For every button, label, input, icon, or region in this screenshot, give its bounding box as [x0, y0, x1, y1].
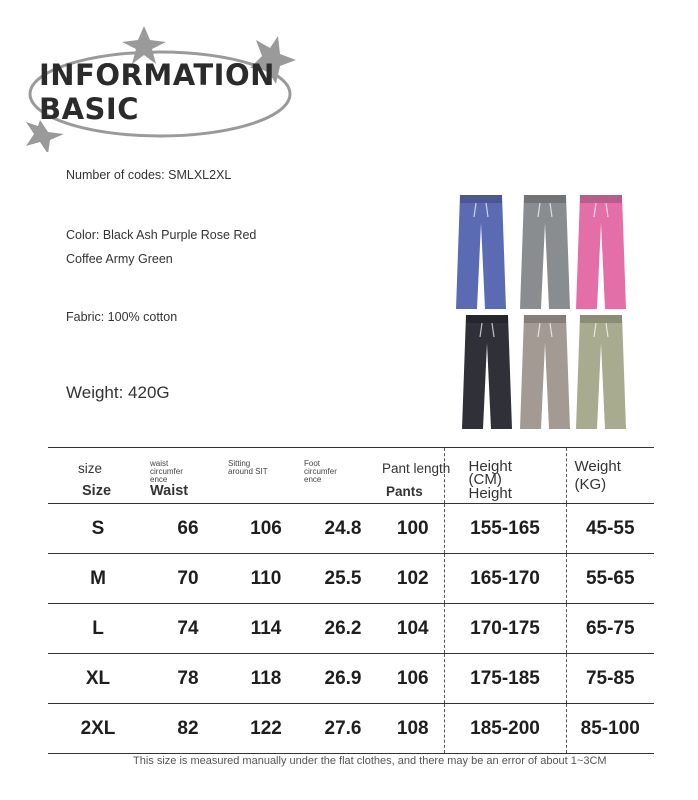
- cell-waist: 74: [148, 604, 228, 654]
- cell-pant-length: 104: [382, 604, 444, 654]
- cell-foot: 26.9: [304, 654, 382, 704]
- cell-foot: 26.2: [304, 604, 382, 654]
- header-waist-bottom: Waist: [150, 483, 189, 499]
- header-waist: [148, 448, 228, 504]
- cell-size: L: [48, 604, 148, 654]
- cell-size: S: [48, 504, 148, 554]
- color-text-line1: Color: Black Ash Purple Rose Red: [66, 228, 257, 242]
- table-row: [48, 654, 654, 704]
- header-size-top: size: [78, 461, 103, 476]
- cell-pant-length: 106: [382, 654, 444, 704]
- cell-sitting: 106: [228, 504, 304, 554]
- cell-foot: 25.5: [304, 554, 382, 604]
- cell-height: 185-200: [444, 704, 566, 754]
- cell-sitting: 114: [228, 604, 304, 654]
- cell-height: 155-165: [444, 504, 566, 554]
- cell-sitting: 122: [228, 704, 304, 754]
- cell-weight: 45-55: [566, 504, 654, 554]
- cell-height: 165-170: [444, 554, 566, 604]
- pants-swatch: [572, 313, 630, 431]
- header-weight-top: Weight: [574, 458, 621, 475]
- table-row: [48, 554, 654, 604]
- header-foot-text: Foot circumfer ence: [304, 459, 337, 484]
- size-table-body: [48, 504, 654, 754]
- header-height: [444, 448, 566, 504]
- color-text-line2: Coffee Army Green: [66, 252, 173, 266]
- codes-text: Number of codes: SMLXL2XL: [66, 168, 232, 182]
- size-table-header: [48, 448, 654, 504]
- cell-size: M: [48, 554, 148, 604]
- header-height-top: Height: [468, 458, 512, 475]
- cell-pant-length: 108: [382, 704, 444, 754]
- header-sitting: [228, 448, 304, 504]
- header-pant: [382, 448, 451, 504]
- pants-swatch: [516, 313, 574, 431]
- cell-waist: 66: [148, 504, 228, 554]
- table-row: [48, 704, 654, 754]
- cell-waist: 78: [148, 654, 228, 704]
- cell-pant-length: 100: [382, 504, 444, 554]
- cell-sitting: 110: [228, 554, 304, 604]
- info-logo: [20, 22, 320, 152]
- pants-swatch: [452, 193, 510, 311]
- cell-weight: 85-100: [566, 704, 654, 754]
- cell-waist: 70: [148, 554, 228, 604]
- header-pant-top: Pant length: [382, 461, 451, 476]
- size-table: [48, 447, 654, 754]
- cell-size: 2XL: [48, 704, 148, 754]
- cell-weight: 75-85: [566, 654, 654, 704]
- cell-sitting: 118: [228, 654, 304, 704]
- header-sitting-text: Sitting around SIT: [228, 459, 268, 476]
- header-size-bottom: Size: [82, 483, 112, 499]
- pants-swatch: [458, 313, 516, 431]
- cell-waist: 82: [148, 704, 228, 754]
- header-foot: [304, 448, 382, 504]
- header-waist-top: waist circumfer ence: [150, 459, 183, 484]
- header-weight: [566, 448, 654, 504]
- cell-weight: 65-75: [566, 604, 654, 654]
- pants-swatch: [572, 193, 630, 311]
- pants-color-swatches: [452, 185, 642, 435]
- pants-swatch: [516, 193, 574, 311]
- cell-weight: 55-65: [566, 554, 654, 604]
- header-size: [48, 448, 148, 504]
- weight-text: Weight: 420G: [66, 383, 170, 402]
- header-weight-unit: (KG): [574, 476, 607, 493]
- logo-title-line2: BASIC: [39, 92, 140, 126]
- table-row: [48, 604, 654, 654]
- cell-size: XL: [48, 654, 148, 704]
- measurement-footnote: This size is measured manually under the flat clothes, and there may be an error of about 1~3CM: [133, 755, 607, 767]
- cell-pant-length: 102: [382, 554, 444, 604]
- cell-height: 170-175: [444, 604, 566, 654]
- logo-title-line1: INFORMATION: [39, 58, 275, 92]
- header-height-bottom: Height: [468, 485, 512, 502]
- cell-foot: 24.8: [304, 504, 382, 554]
- header-height-unit: (CM): [468, 471, 502, 488]
- header-pant-bottom: Pants: [386, 484, 423, 499]
- table-row: [48, 504, 654, 554]
- cell-height: 175-185: [444, 654, 566, 704]
- cell-foot: 27.6: [304, 704, 382, 754]
- fabric-text: Fabric: 100% cotton: [66, 310, 178, 324]
